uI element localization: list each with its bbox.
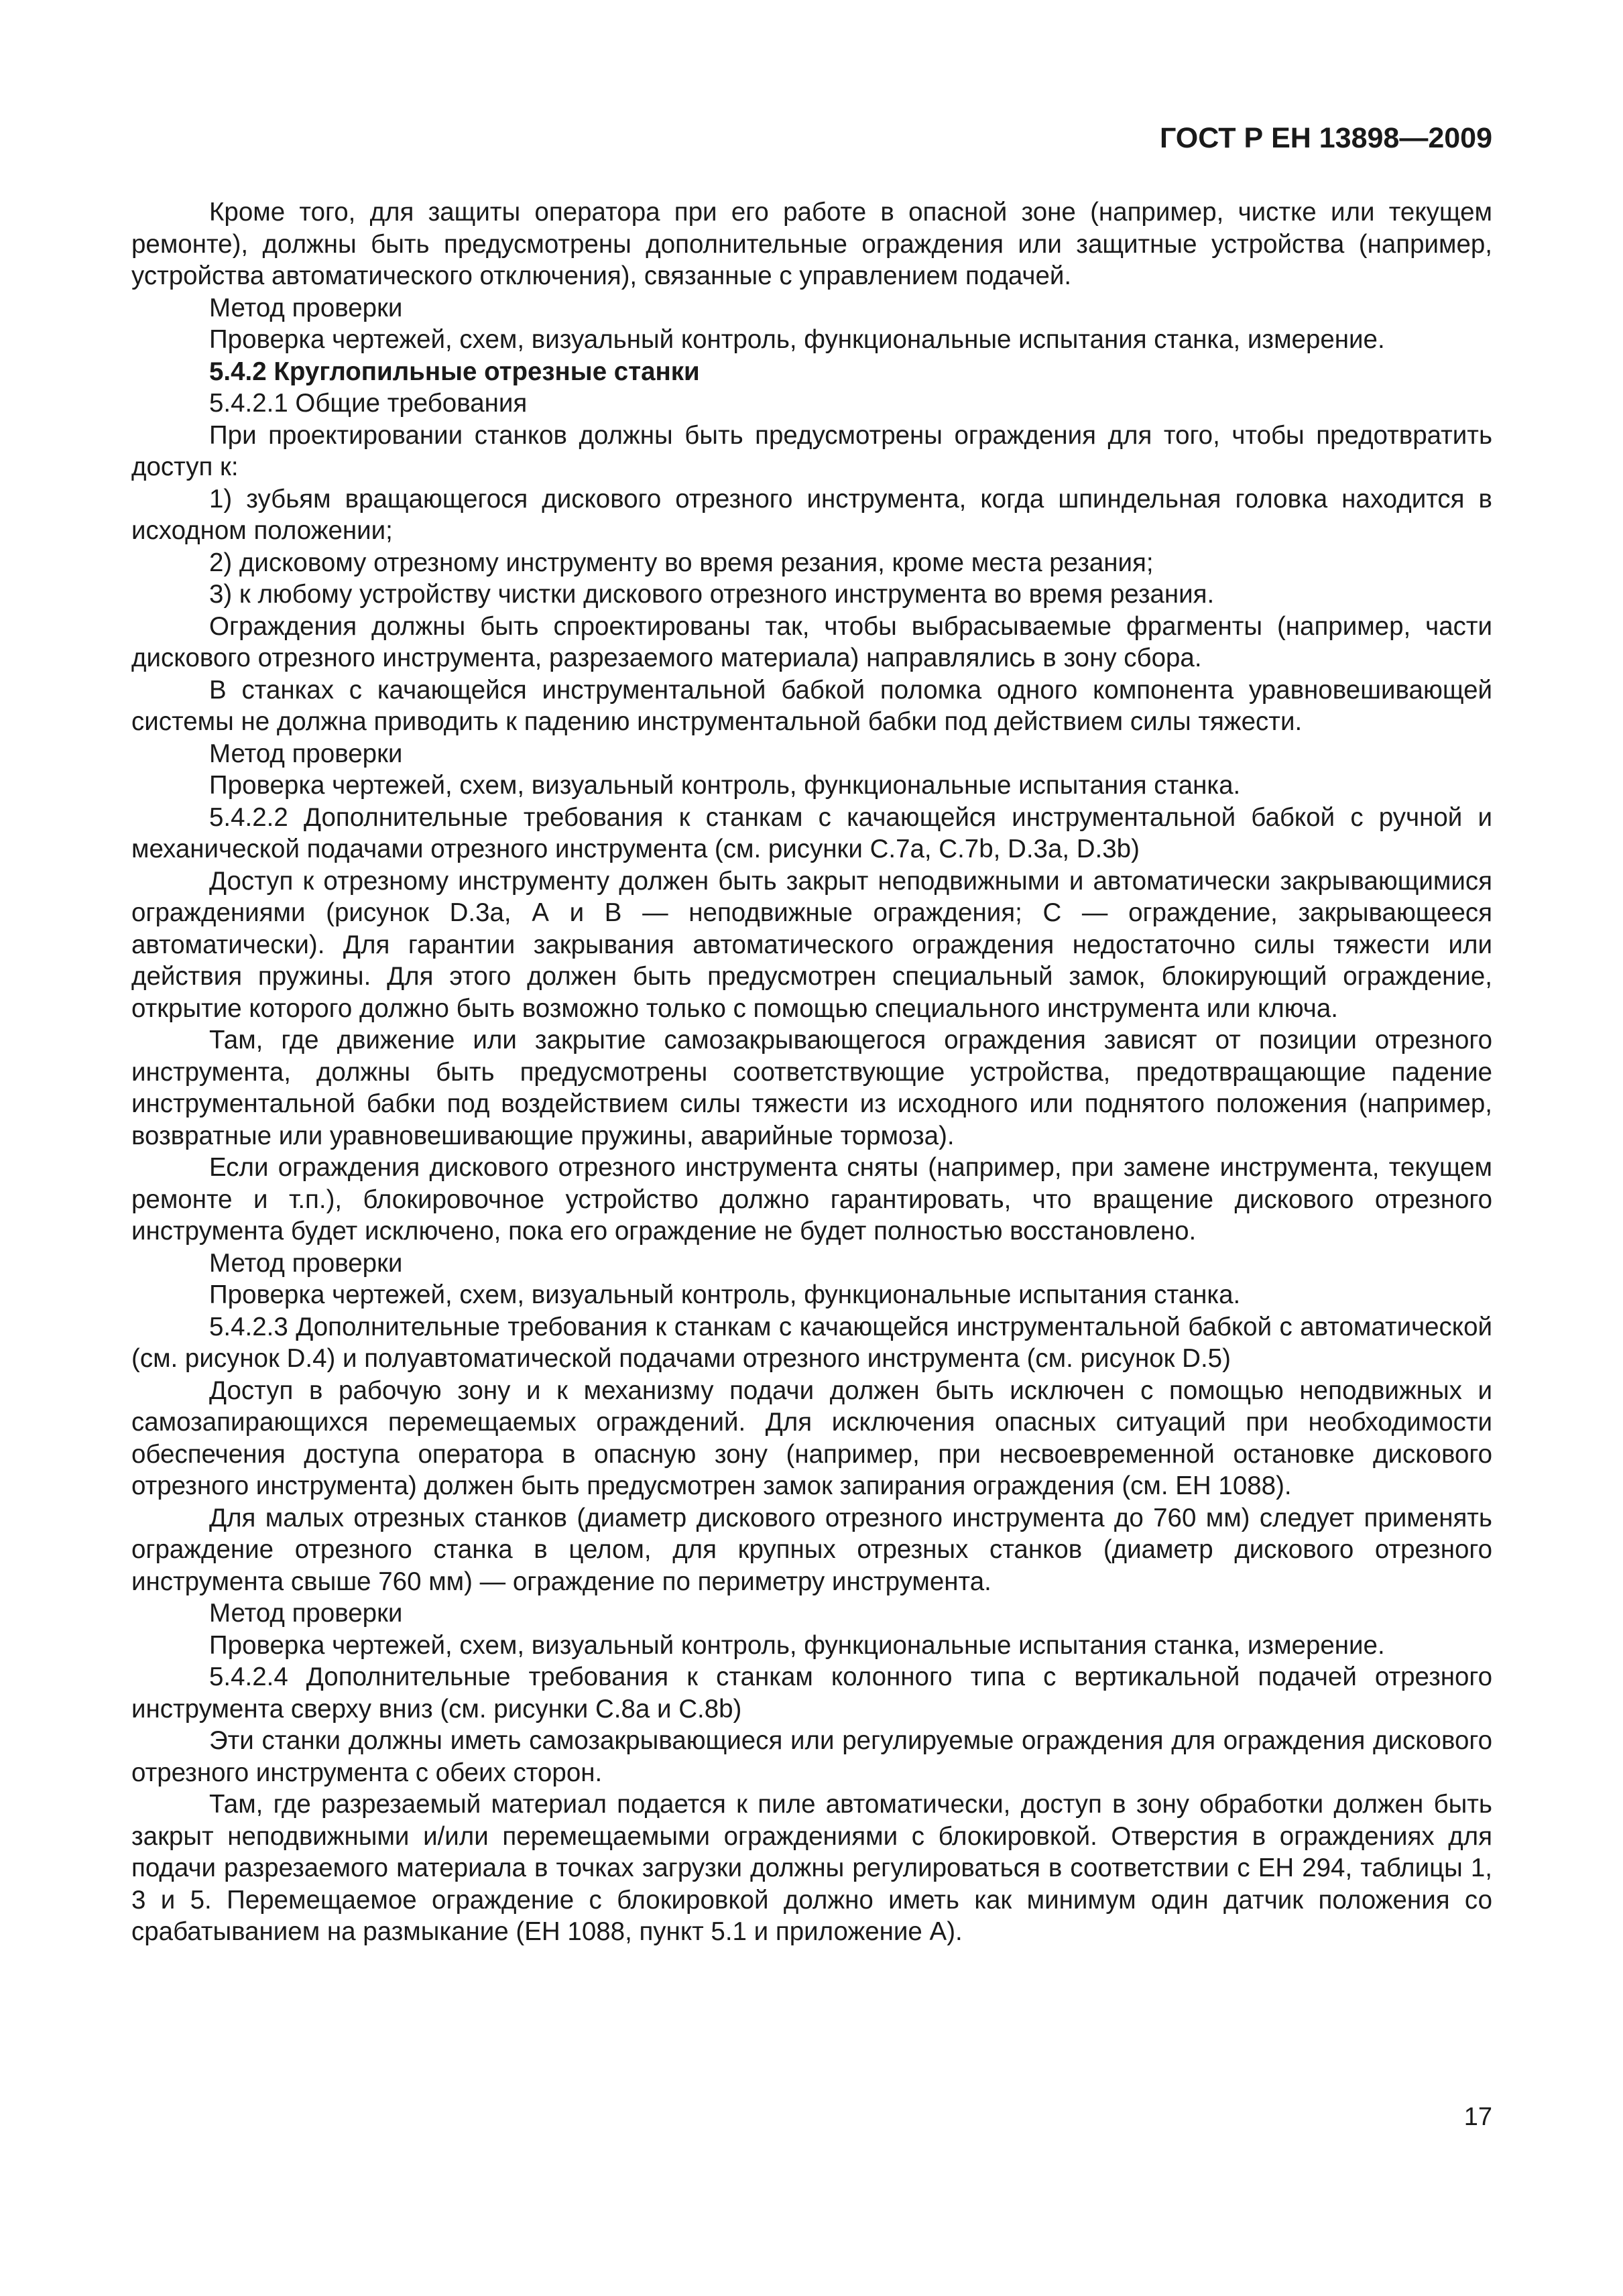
list-item: 1) зубьям вращающегося дискового отрезного инструмента, когда шпиндельная головка находится в исходном положении;	[131, 484, 1492, 545]
paragraph-method-label: Метод проверки	[209, 739, 403, 768]
paragraph: Эти станки должны иметь самозакрывающиеся или регулируемые ограждения для ограждения дискового отрезного инструмента с обеих сторон.	[131, 1726, 1492, 1787]
paragraph: Если ограждения дискового отрезного инструмента сняты (например, при замене инструмента, текущем ремонте и т.п.), блокировочное устройство должно гарантировать, что вращение дискового отрезного инструмента будет исключено, пока его ограждение не будет полностью восстановлено.	[131, 1153, 1492, 1246]
paragraph: Ограждения должны быть спроектированы так, чтобы выбрасываемые фрагменты (например, части дискового отрезного инструмента, разрезаемого материала) направлялись в зону сбора.	[131, 611, 1492, 672]
paragraph: В станках с качающейся инструментальной бабкой поломка одного компонента уравновешивающей системы не должна приводить к падению инструментальной бабки под действием силы тяжести.	[131, 675, 1492, 736]
paragraph: Для малых отрезных станков (диаметр дискового отрезного инструмента до 760 мм) следует применять ограждение отрезного станка в целом, для крупных отрезных станков (диаметр дискового отрезного инструмента свыше 760 мм) — ограждение по периметру инструмента.	[131, 1503, 1492, 1596]
paragraph: Доступ к отрезному инструменту должен быть закрыт неподвижными и автоматически закрывающимися ограждениями (рисунок D.3a, А и В — неподвижные ограждения; С — ограждение, закрывающееся автоматически). Для гарантии закрывания автоматического ограждения недостаточно силы тяжести или действия пружины. Для этого должен быть предусмотрен специальный замок, блокирующий ограждение, открытие которого должно быть возможно только с помощью специального инструмента или ключа.	[131, 866, 1492, 1023]
paragraph: Кроме того, для защиты оператора при его работе в опасной зоне (например, чистке или текущем ремонте), должны быть предусмотрены дополнительные ограждения или защитные устройства (например, устройства автоматического отключения), связанные с управлением подачей.	[131, 198, 1492, 290]
subsection-heading: 5.4.2.1 Общие требования	[209, 389, 528, 418]
subsection-heading: 5.4.2.2 Дополнительные требования к станкам с качающейся инструментальной бабкой с ручной и механической подачами отрезного инструмента (см. рисунки С.7a, С.7b, D.3a, D.3b)	[131, 802, 1492, 863]
subsection-heading: 5.4.2.3 Дополнительные требования к станкам с качающейся инструментальной бабкой с автоматической (см. рисунок D.4) и полуавтоматической подачами отрезного инструмента (см. рисунок D.5)	[131, 1312, 1492, 1373]
section-heading: 5.4.2 Круглопильные отрезные станки	[209, 357, 700, 386]
paragraph: Доступ в рабочую зону и к механизму подачи должен быть исключен с помощью неподвижных и самозапирающихся перемещаемых ограждений. Для исключения опасных ситуаций при необходимости обеспечения доступа оператора в опасную зону (например, при несвоевременной остановке дискового отрезного инструмента) должен быть предусмотрен замок запирания ограждения (см. ЕН 1088).	[131, 1376, 1492, 1500]
list-item: 2) дисковому отрезному инструменту во время резания, кроме места резания;	[209, 548, 1154, 577]
paragraph-method-label: Метод проверки	[209, 1248, 403, 1278]
paragraph: Проверка чертежей, схем, визуальный контроль, функциональные испытания станка, измерение.	[209, 325, 1385, 354]
subsection-heading: 5.4.2.4 Дополнительные требования к станкам колонного типа с вертикальной подачей отрезного инструмента сверху вниз (см. рисунки С.8a и С.8b)	[131, 1663, 1492, 1724]
paragraph-method-label: Метод проверки	[209, 293, 403, 322]
document-header-code: ГОСТ Р ЕН 13898—2009	[1160, 122, 1492, 154]
document-body	[131, 196, 1492, 1948]
paragraph-method-label: Метод проверки	[209, 1599, 403, 1628]
page-number: 17	[1463, 2103, 1492, 2131]
paragraph: Проверка чертежей, схем, визуальный контроль, функциональные испытания станка.	[209, 771, 1241, 800]
paragraph: Там, где разрезаемый материал подается к пиле автоматически, доступ в зону обработки должен быть закрыт неподвижными и/или перемещаемыми ограждениями с блокировкой. Отверстия в ограждениях для подачи разрезаемого материала в точках загрузки должны регулироваться в соответствии с ЕН 294, таблицы 1, 3 и 5. Перемещаемое ограждение с блокировкой должно иметь как минимум один датчик положения со срабатыванием на размыкание (ЕН 1088, пункт 5.1 и приложение А).	[131, 1790, 1492, 1946]
paragraph: Проверка чертежей, схем, визуальный контроль, функциональные испытания станка.	[209, 1280, 1241, 1309]
list-item: 3) к любому устройству чистки дискового отрезного инструмента во время резания.	[209, 580, 1215, 609]
paragraph: Там, где движение или закрытие самозакрывающегося ограждения зависят от позиции отрезного инструмента, должны быть предусмотрены соответствующие устройства, предотвращающие падение инструментальной бабки под воздействием силы тяжести из исходного или поднятого положения (например, возвратные или уравновешивающие пружины, аварийные тормоза).	[131, 1026, 1492, 1150]
paragraph: При проектировании станков должны быть предусмотрены ограждения для того, чтобы предотвратить доступ к:	[131, 420, 1492, 481]
paragraph: Проверка чертежей, схем, визуальный контроль, функциональные испытания станка, измерение.	[209, 1630, 1385, 1660]
